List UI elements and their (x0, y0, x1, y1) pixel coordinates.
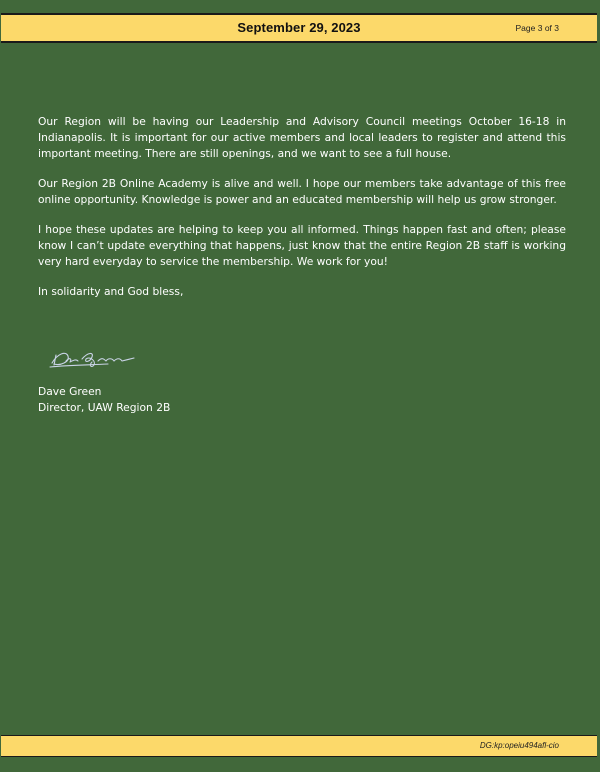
signer-block (38, 384, 170, 416)
paragraph-updates: I hope these updates are helping to keep you all informed. Things happen fast and often; please know I can’t update everything that happens, just know that the entire Region 2B staff is working very hard everyday to service the membership. We work for you! (38, 223, 566, 268)
page-number: Page 3 of 3 (515, 23, 559, 33)
signer-title: Director, UAW Region 2B (38, 401, 171, 414)
closing-line: In solidarity and God bless, (38, 285, 184, 298)
paragraph-meetings: Our Region will be having our Leadership and Advisory Council meetings October 16-18 in Indianapolis. It is important for our active members and local leaders to register and attend this important meeting. There are still openings, and we want to see a full house. (38, 115, 566, 160)
header-date: September 29, 2023 (237, 20, 361, 35)
handwritten-signature (48, 343, 138, 373)
letter-body (38, 114, 566, 314)
paragraph-academy: Our Region 2B Online Academy is alive and well. I hope our members take advantage of this free online opportunity. Knowledge is power and an educated membership will help us grow stronger. (38, 177, 566, 206)
header-bar (1, 13, 597, 43)
signer-name: Dave Green (38, 385, 102, 398)
footer-reference: DG:kp:opeiu494afl-cio (479, 741, 559, 750)
footer-bar (1, 735, 597, 757)
